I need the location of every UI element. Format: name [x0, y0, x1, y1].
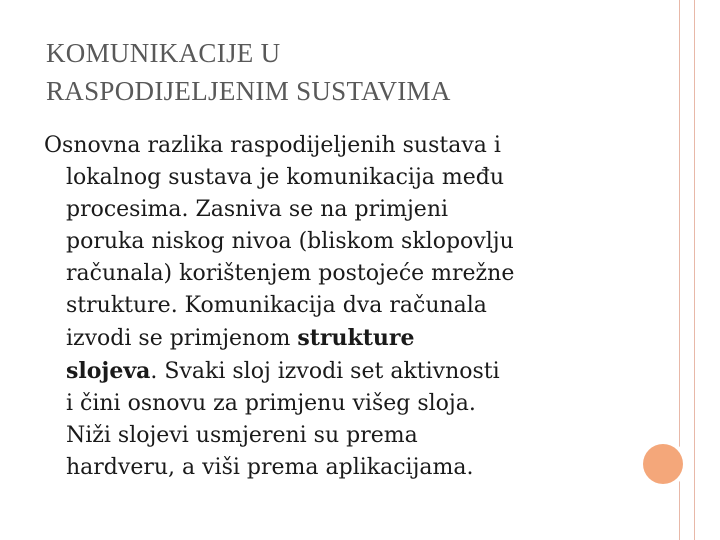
body-line-7-text: izvodi se primjenom — [66, 326, 298, 351]
body-line-9: i čini osnovu za primjenu višeg sloja. — [66, 391, 476, 416]
body-line-3: procesima. Zasniva se na primjeni — [66, 197, 449, 222]
body-line-4: poruka niskog nivoa (bliskom sklopovlju — [66, 229, 514, 254]
body-line-7 — [44, 322, 644, 355]
slide-title-line-2: RASPODIJELJENIM SUSTAVIMA — [46, 76, 451, 106]
body-line-8 — [44, 355, 644, 388]
bold-term-strukture: strukture — [297, 325, 415, 351]
slide-title-line-1: KOMUNIKACIJE U — [46, 38, 281, 68]
body-line-1: Osnovna razlika raspodijeljenih sustava i — [44, 133, 501, 158]
slide-body-text — [44, 130, 644, 484]
body-line-11: hardveru, a viši prema aplikacijama. — [66, 455, 474, 480]
body-line-5: računala) korištenjem postojeće mrežne — [66, 261, 515, 286]
body-line-2: lokalnog sustava je komunikacija među — [66, 165, 505, 190]
body-line-6: strukture. Komunikacija dva računala — [66, 293, 487, 318]
decorative-circle-icon — [643, 444, 683, 484]
bold-term-slojeva: slojeva — [66, 358, 151, 384]
slide-title — [46, 34, 646, 110]
body-line-10: Niži slojevi usmjereni su prema — [66, 423, 418, 448]
body-line-8-text: . Svaki sloj izvodi set aktivnosti — [150, 359, 500, 384]
